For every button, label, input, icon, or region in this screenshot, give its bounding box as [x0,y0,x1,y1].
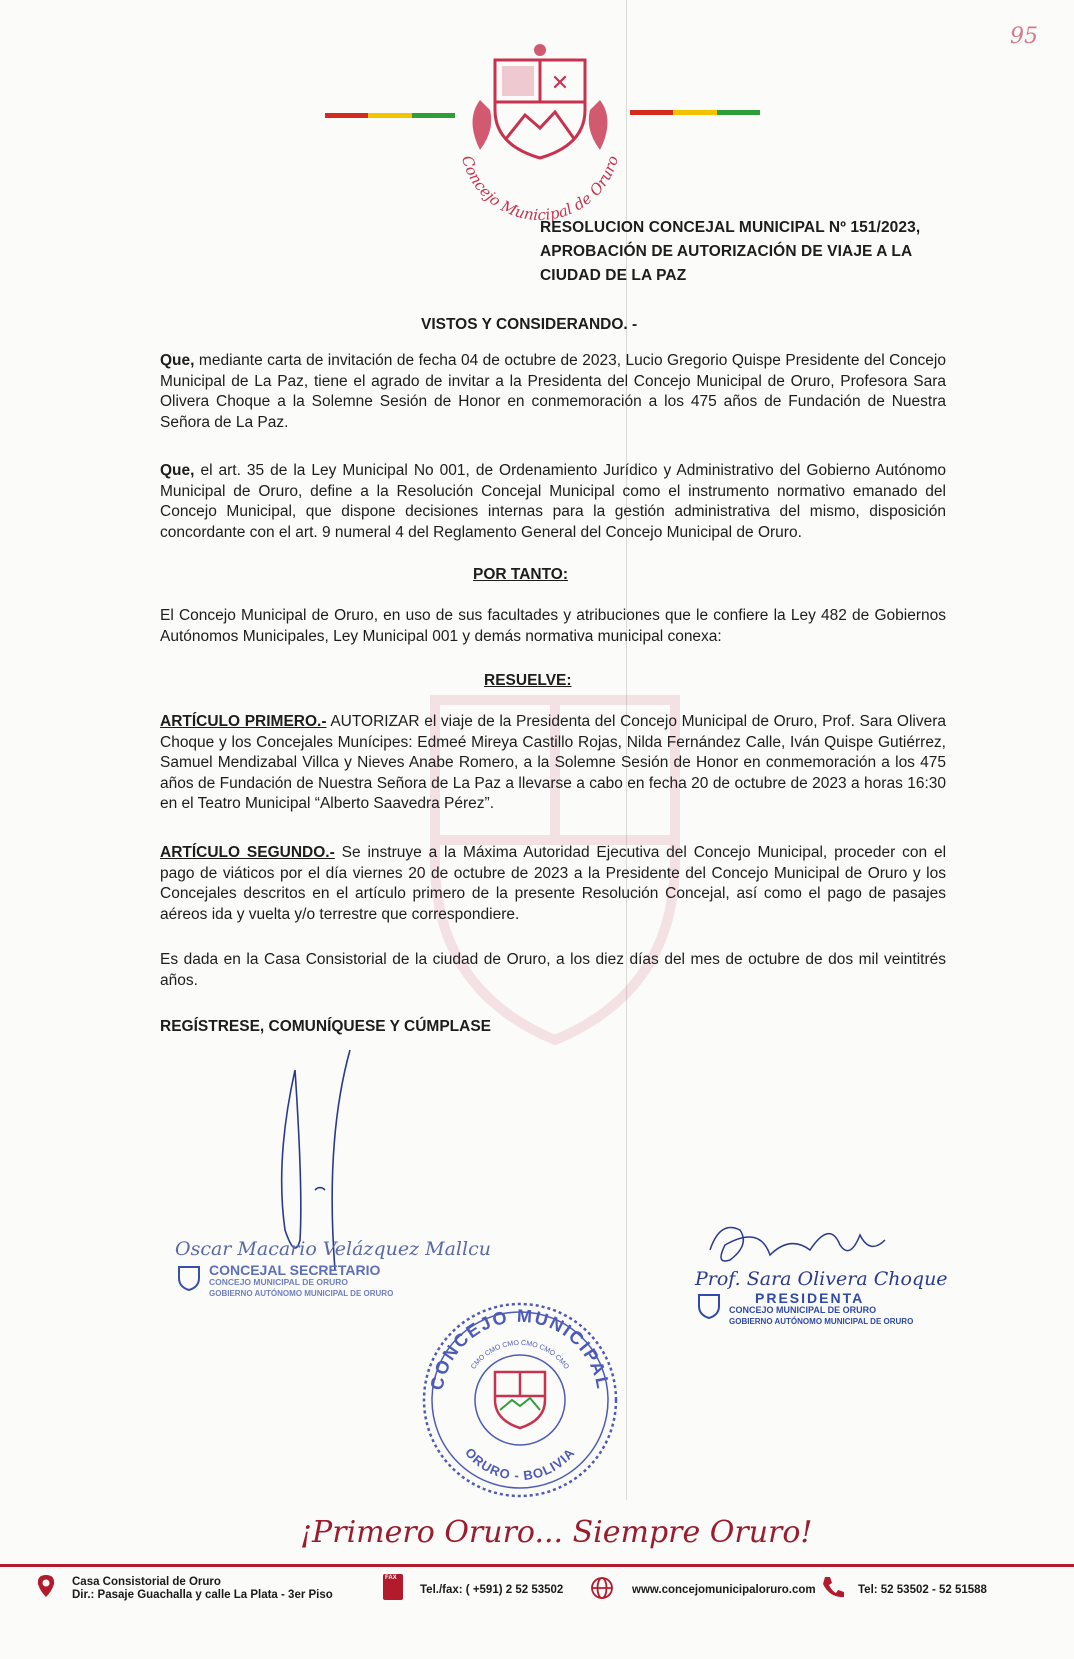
page-number: 95 [1010,24,1038,49]
seal-top-text: CONCEJO MUNICIPAL [426,1305,614,1392]
motto: ¡Primero Oruro... Siempre Oruro! [300,1515,813,1550]
closing-formula: REGÍSTRESE, COMUNÍQUESE Y CÚMPLASE [160,1018,492,1035]
phone-icon [820,1574,846,1600]
dada-text: Es dada en la Casa Consistorial de la ciudad de Oruro, a los diez días del mes de octubre de dos mil veintitrés años. [160,951,946,989]
por-tanto-text: El Concejo Municipal de Oruro, en uso de sus facultades y atribuciones que le confiere la Ley 482 de Gobiernos Autónomos Municipales, Ley Municipal 001 y demás normativa municipal conexa: [160,607,946,645]
resuelve-title: RESUELVE: [484,672,572,689]
signature-block-right [695,1268,948,1328]
signatory-right-sub2: GOBIERNO AUTÓNOMO MUNICIPAL DE ORURO [729,1317,914,1326]
svg-text:Concejo Municipal de Oruro [458,154,622,225]
considerando-2 [160,461,946,543]
considerando-2-text: el art. 35 de la Ley Municipal No 001, de Ordenamiento Jurídico y Administrativo del Gobierno Autónomo Municipal de Oruro, define a la Resolución Concejal Municipal como el instrumento normativo emanado del Concejo Municipal, que dispone decisiones internas para la gestión administrativa del mismo, disposición concordante con el art. 9 numeral 4 del Reglamento General del Concejo Municipal de Oruro. [160,462,946,541]
signatory-right-title: PRESIDENTA [755,1290,865,1306]
stamp-crest-icon [175,1264,203,1292]
seal-inner-text: CMO CMO CMO CMO CMO CMO [470,1339,570,1371]
articulo-segundo [160,843,946,925]
footer-phone-fax: Tel./fax: ( +591) 2 52 53502 [420,1584,564,1596]
articulo-primero [160,712,946,815]
header-line-1: RESOLUCION CONCEJAL MUNICIPAL Nº 151/2023, [540,219,921,236]
footer-address-line1: Casa Consistorial de Oruro [72,1576,221,1588]
globe-icon [590,1576,614,1600]
signatory-right-name: Prof. Sara Olivera Choque [695,1268,948,1290]
signatory-left-title: CONCEJAL SECRETARIO [209,1262,381,1278]
footer-telephone: Tel: 52 53502 - 52 51588 [858,1584,987,1596]
signatory-left-sub2: GOBIERNO AUTÓNOMO MUNICIPAL DE ORURO [209,1289,394,1298]
resolution-header [540,216,970,288]
considerando-2-lead: Que, [160,462,195,479]
footer [0,1574,1074,1614]
svg-text:✕: ✕ [550,71,570,96]
articulo-segundo-lead: ARTÍCULO SEGUNDO.- [160,844,335,861]
articulo-segundo-text: Se instruye a la Máxima Autoridad Ejecutiva del Concejo Municipal, proceder con el pago de viáticos por el día viernes 20 de octubre de 2023 a la Presidente del Concejo Municipal de Oruro y los Concejales descritos en el artículo primero de la presente Resolución Concejal, así como el pago de pasajes aéreos ida y vuelta y/o terrestre que correspondiere. [160,844,947,923]
fax-icon [383,1574,403,1600]
footer-website[interactable]: www.concejomunicipaloruro.com [632,1584,816,1596]
fax-icon-label: FAX [385,1575,397,1581]
signature-block-left [175,1238,491,1300]
considerando-1-text: mediante carta de invitación de fecha 04 de octubre de 2023, Lucio Gregorio Quispe Presidente del Concejo Municipal de La Paz, tiene el agrado de invitar a la Presidenta del Concejo Municipal de Oruro, Profesora Sara Olivera Choque a la Solemne Sesión de Honor en conmemoración a los 475 años de Fundación de Nuestra Señora de La Paz. [160,352,946,431]
handwritten-signature-right [700,1215,890,1275]
municipal-crest-logo [440,40,640,240]
signatory-left-sub1: CONCEJO MUNICIPAL DE ORURO [209,1277,349,1287]
seal-bottom-text: ORURO - BOLIVIA [462,1444,578,1484]
header-line-3: CIUDAD DE LA PAZ [540,267,687,284]
footer-rule [0,1564,1074,1567]
considerando-1-lead: Que, [160,352,195,369]
vistos-title: VISTOS Y CONSIDERANDO. - [421,316,638,333]
flag-stripe-left [325,113,455,118]
location-pin-icon [36,1574,56,1598]
official-seal [420,1300,620,1500]
footer-address-line2: Dir.: Pasaje Guachalla y calle La Plata - 3er Piso [72,1589,333,1601]
considerando-1 [160,351,946,433]
signatory-right-sub1: CONCEJO MUNICIPAL DE ORURO [729,1305,877,1315]
header-line-2: APROBACIÓN DE AUTORIZACIÓN DE VIAJE A LA [540,243,913,260]
signatory-left-name: Oscar Macario Velázquez Mallcu [175,1238,491,1260]
flag-stripe-right [630,110,760,115]
stamp-crest-icon-right [695,1292,723,1320]
por-tanto-title: POR TANTO: [473,566,569,583]
articulo-primero-lead: ARTÍCULO PRIMERO.- [160,713,327,730]
articulo-primero-text: AUTORIZAR el viaje de la Presidenta del Concejo Municipal de Oruro, Prof. Sara Olivera Choque y los Concejales Munícipes: Edmeé Mireya Castillo Rojas, Nilda Fernández Calle, Iván Quispe Gutiérrez, Samuel Mendizabal Villca y Nieves Anabe Romero, a la Solemne Sesión de Honor en conmemoración a los 475 años de Fundación de Nuestra Señora de La Paz a llevarse a cabo en fecha 20 de octubre de 2023 a horas 16:30 en el Teatro Municipal “Alberto Saavedra Pérez”. [160,713,947,812]
crest-arc-text: Concejo Municipal de Oruro [457,153,623,225]
